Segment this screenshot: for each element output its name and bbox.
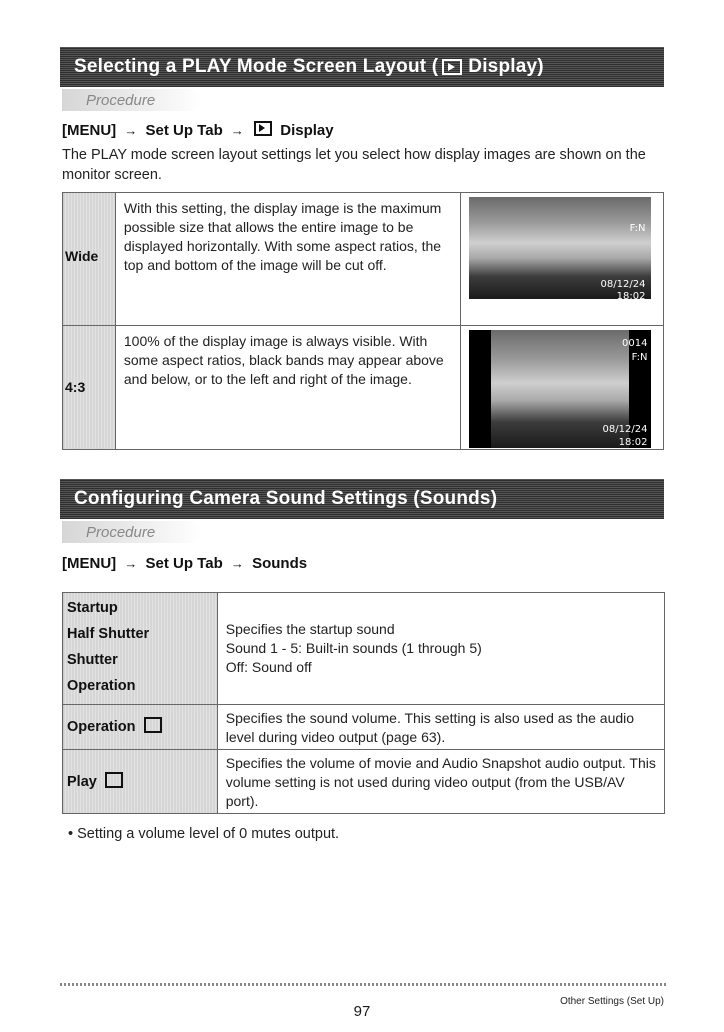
sound-description [217, 593, 664, 705]
overlay-date: 08/12/24 [602, 424, 648, 435]
volume-icon [144, 717, 162, 733]
label-cell [63, 750, 218, 814]
display-icon [254, 121, 272, 136]
image-cell [461, 326, 664, 450]
overlay-time: 18:02 [618, 437, 648, 448]
desc-line: Sound 1 - 5: Built-in sounds (1 through 5) [225, 640, 482, 656]
table-row [63, 705, 665, 750]
title-text: Configuring Camera Sound Settings (Sounds) [74, 488, 498, 509]
table-row [63, 593, 665, 705]
menu-path [62, 121, 334, 139]
option-description: 100% of the display image is always visible. With some aspect ratios, black bands may appear above and below, or to the left and right of the image. [115, 326, 461, 450]
arrow-icon: → [230, 556, 244, 571]
procedure-label: Procedure [62, 89, 202, 111]
intro-paragraph: The PLAY mode screen layout settings let you select how display images are shown on the monitor screen. [62, 147, 646, 183]
table-row [63, 193, 664, 326]
label-operation: Operation [67, 678, 136, 694]
menu-start: [MENU] [62, 122, 117, 139]
footer-divider [60, 983, 666, 986]
menu-step-sounds: Sounds [252, 555, 308, 572]
image-cell [461, 193, 664, 326]
procedure-label: Procedure [62, 521, 202, 543]
label-startup: Startup [67, 600, 118, 616]
desc-line: Specifies the startup sound [225, 621, 395, 637]
overlay-date: 08/12/24 [600, 279, 646, 290]
display-icon [442, 59, 462, 75]
label-cell [63, 705, 218, 750]
label-text: Operation [67, 719, 136, 735]
wide-preview-image [469, 197, 651, 299]
section-title-sounds [60, 479, 664, 519]
table-row [63, 326, 664, 450]
label-half-shutter: Half Shutter [67, 626, 150, 642]
footer-section-label: Other Settings (Set Up) [560, 996, 664, 1007]
arrow-icon: → [230, 123, 244, 138]
note-text: Setting a volume level of 0 mutes output. [77, 826, 340, 842]
menu-start: [MENU] [62, 555, 117, 572]
title-text-part2: Display) [468, 56, 544, 77]
section-title-display [60, 47, 664, 87]
option-description: With this setting, the display image is the maximum possible size that allows the entire image to be displayed horizontally. With some aspect ratios, the top and bottom of the image will be cut off. [115, 193, 461, 326]
volume-icon [105, 772, 123, 788]
page-number: 97 [353, 1003, 371, 1020]
menu-step-setup: Set Up Tab [145, 555, 223, 572]
overlay-quality: F:N [631, 352, 648, 363]
menu-step-setup: Set Up Tab [145, 122, 223, 139]
note-bullet [68, 826, 339, 842]
label-cell [63, 193, 116, 326]
overlay-quality: F:N [629, 223, 646, 234]
sound-description: Specifies the sound volume. This setting is also used as the audio level during video output (page 63). [217, 705, 664, 750]
menu-path [62, 555, 307, 572]
desc-line: Off: Sound off [225, 659, 312, 675]
table-row [63, 750, 665, 814]
sound-description: Specifies the volume of movie and Audio Snapshot audio output. This volume setting is not used during video output (from the USB/AV port). [217, 750, 664, 814]
label-operation-volume [63, 717, 217, 737]
overlay-counter: 0014 [621, 338, 648, 349]
overlay-time: 18:02 [616, 291, 646, 299]
4-3-preview-image [469, 330, 651, 448]
bullet-icon: • [68, 826, 78, 842]
label-shutter: Shutter [67, 652, 118, 668]
label-cell [63, 326, 116, 450]
title-text-part1: Selecting a PLAY Mode Screen Layout ( [74, 56, 439, 77]
sounds-table [62, 592, 665, 814]
label-text: Play [67, 773, 97, 790]
menu-step-display: Display [280, 122, 334, 139]
arrow-icon: → [124, 556, 138, 571]
option-label-4-3: 4:3 [65, 379, 86, 395]
arrow-icon: → [124, 123, 138, 138]
label-cell [63, 593, 218, 705]
label-play-volume [63, 772, 217, 792]
display-options-table [62, 192, 664, 450]
option-label-wide: Wide [65, 248, 99, 264]
